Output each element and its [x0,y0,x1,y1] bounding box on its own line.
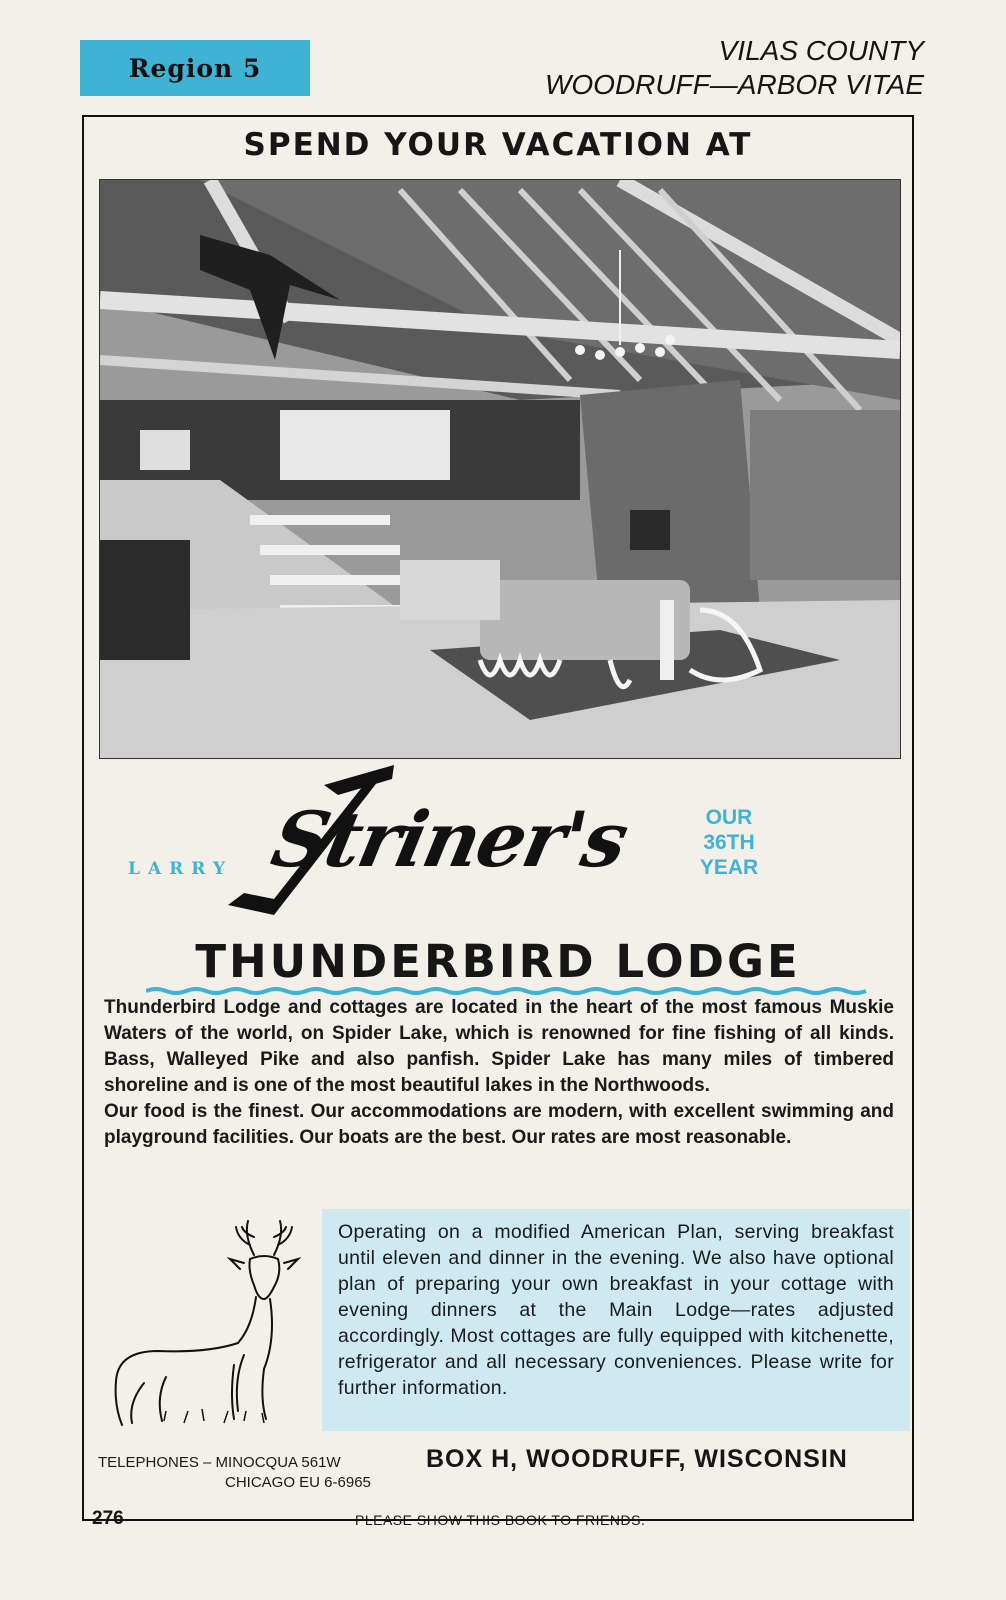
ad-headline: SPEND YOUR VACATION AT [243,127,753,163]
town-names: WOODRUFF—ARBOR VITAE [544,69,924,100]
region-badge: Region 5 [80,40,310,96]
anniversary-badge [684,805,774,880]
lodge-title: THUNDERBIRD LODGE [195,935,801,988]
anniversary-line: OUR [705,806,753,829]
page-number: 276 [92,1508,124,1529]
logo-surname: Striner's [264,795,635,884]
phone-line: CHICAGO EU 6-6965 [225,1474,371,1491]
lodge-interior-photo [99,179,901,759]
deer-illustration [104,1215,314,1435]
anniversary-line: 36TH [703,831,755,854]
county-name: VILAS COUNTY [718,35,924,66]
lodge-description [104,995,894,1151]
footer-note: PLEASE SHOW THIS BOOK TO FRIENDS. [355,1512,646,1528]
wave-divider [146,987,876,995]
description-paragraph: Our food is the finest. Our accommodations are modern, with excellent swimming and playground facilities. Our boats are the best. Our rates are most reasonable. [104,1101,894,1148]
anniversary-line: YEAR [699,856,759,879]
meal-plan-box: Operating on a modified American Plan, serving breakfast until eleven and dinner in the evening. We also have optional plan of preparing your own breakfast in your cottage with evening dinners at the Main Lodge—rates adjusted accordingly. Most cottages are fully equipped with kitchenette, refrigerator and all necessary conveniences. Please write for further information. [322,1209,910,1431]
description-paragraph: Thunderbird Lodge and cottages are located in the heart of the most famous Muskie Waters of the world, on Spider Lake, which is renowned for fine fishing of all kinds. Bass, Walleyed Pike and also panfish. Spider Lake has many miles of timbered shoreline and is one of the most beautiful lakes in the Northwoods. [104,997,894,1096]
location-header [545,34,924,102]
telephone-info [98,1453,371,1493]
phone-line: TELEPHONES – MINOCQUA 561W [98,1454,341,1471]
logo-first-name: LARRY [128,859,234,879]
striner-logo [124,765,644,945]
mailing-address: BOX H, WOODRUFF, WISCONSIN [426,1445,848,1473]
advertisement-frame [82,115,914,1521]
